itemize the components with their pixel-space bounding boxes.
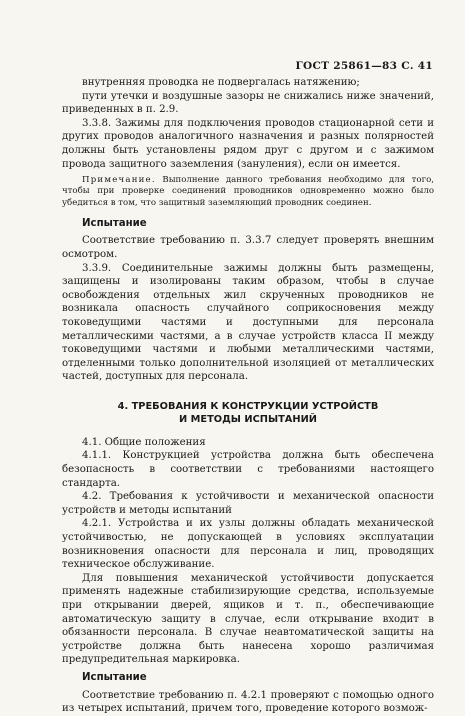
page-header: ГОСТ 25861—83 С. 41 (295, 60, 433, 72)
subsection-heading: 4.1. Общие положения (82, 436, 206, 448)
paragraph: внутренняя проводка не подвергалась натяжению; (82, 77, 360, 88)
section-heading-line: 4. ТРЕБОВАНИЯ К КОНСТРУКЦИИ УСТРОЙСТВ (117, 400, 379, 412)
paragraph: Для повышения механической устойчивости допускается применять надежные стабилизирующие средства, используемые при открывании дверей, ящиков и т. п., обеспечивающие автоматическую защиту в случае, если открывание входит в обязанности персонала. В случае неавтоматической защиты на устройстве должна быть нанесена хорошо различимая предупредительная маркировка. (62, 572, 434, 666)
note-text: Выполнение данного требования необходимо для того, чтобы при проверке соединений проводников одновременно можно было убедиться в том, что защитный заземляющий проводник соединен. (62, 175, 434, 208)
paragraph: Соответствие требованию п. 3.3.7 следует проверять внешним осмотром. (62, 235, 434, 260)
subsection-heading: 4.2. Требования к устойчивости и механической опасности устройств и методы испытаний (62, 491, 434, 516)
clause-3-3-8: 3.3.8. Зажимы для подключения проводов стационарной сети и других проводов аналогичного назначения и разных полярностей должны быть установлены рядом друг с другом и с зажимом провода защитного заземления (зануления), если он имеется. (62, 117, 434, 170)
section-heading-line: И МЕТОДЫ ИСПЫТАНИЙ (179, 413, 317, 425)
clause-4-1-1: 4.1.1. Конструкцией устройства должна быть обеспечена безопасность в соответствии с требованиями настоящего стандарта. (62, 450, 434, 489)
test-heading: Испытание (82, 671, 147, 683)
clause-4-2-1: 4.2.1. Устройства и их узлы должны обладать механической устойчивостью, не допускающей в условиях эксплуатации возникновения опасности для персонала и лиц, проводящих техническое обслуживание. (62, 518, 434, 571)
section-heading (62, 400, 434, 426)
paragraph: пути утечки и воздушные зазоры не снижались ниже значений, приведенных в п. 2.9. (62, 90, 434, 116)
paragraph: Соответствие требованию п. 4.2.1 проверяют с помощью одного из четырех испытаний, причем того, проведение которого возмож- (62, 689, 434, 715)
note-label: Примечание. (82, 175, 156, 186)
page-content (62, 76, 434, 716)
note (62, 175, 434, 209)
clause-3-3-9: 3.3.9. Соединительные зажимы должны быть размещены, защищены и изолированы таким образом, чтобы в случае освобождения отдельных жил скрученных проводников не возникала опасность случайного соприкосновения между токоведущими частями и доступными для персонала металлическими частями, а в случае устройств класса II между токоведущими частями и любыми металлическими частями, отделенными только дополнительной изоляцией от металлических частей, доступных для персонала. (62, 262, 434, 383)
test-heading: Испытание (82, 217, 147, 229)
